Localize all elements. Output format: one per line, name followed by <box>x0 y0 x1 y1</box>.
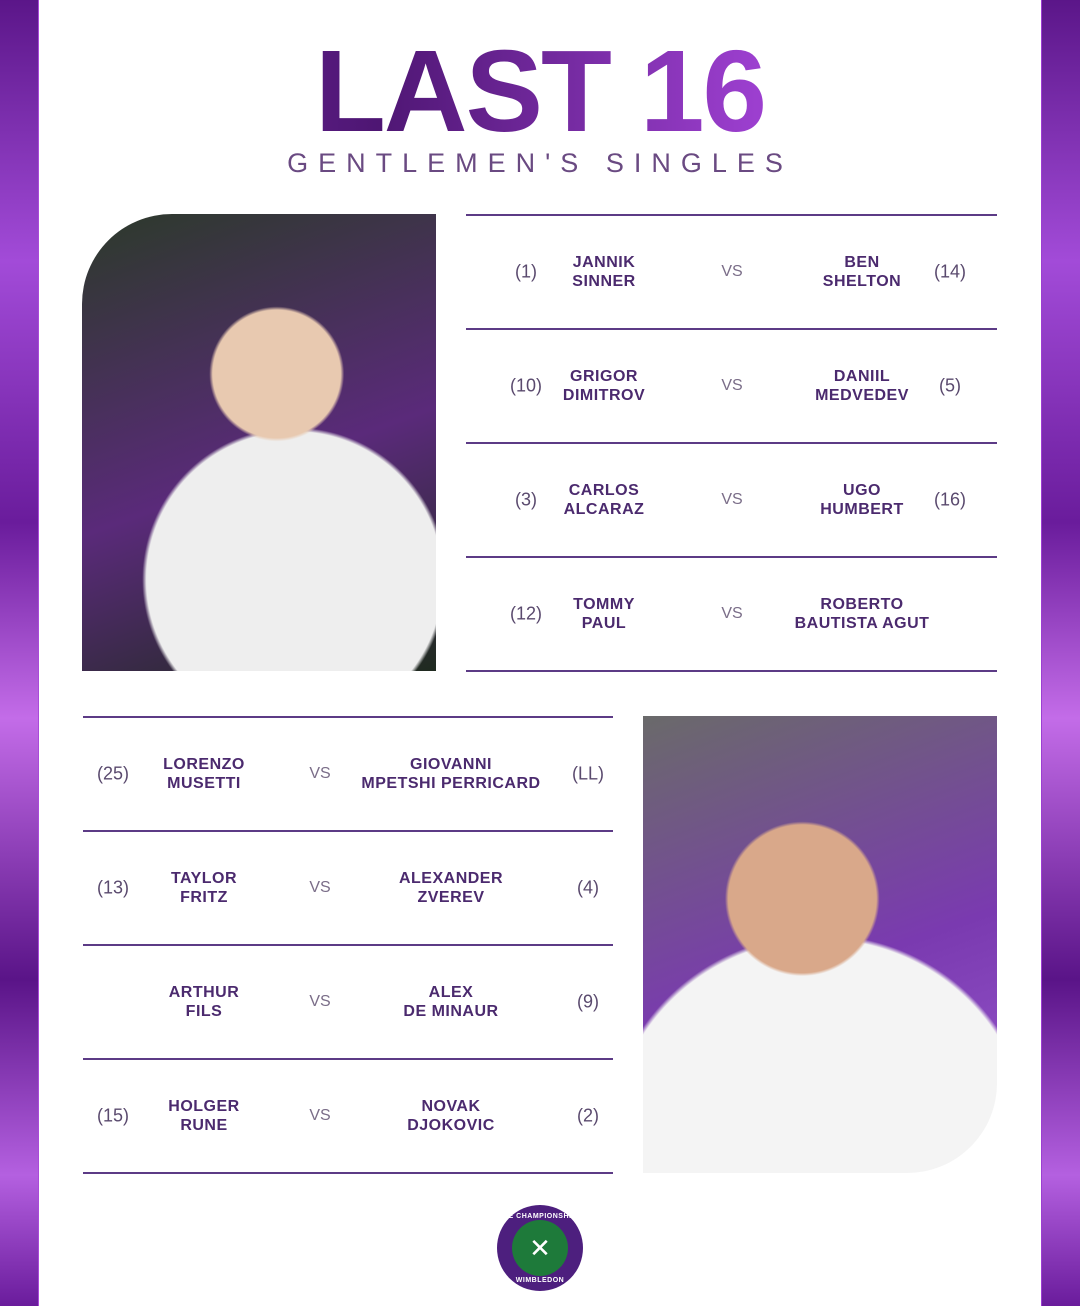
row-divider <box>466 442 997 444</box>
seed-left: (15) <box>96 1105 130 1126</box>
player-photo-sinner <box>82 214 436 671</box>
player-name-line: DE MINAUR <box>403 1003 499 1020</box>
logo-top-text: THE CHAMPIONSHIPS <box>498 1213 582 1220</box>
player-name-line: DANIIL <box>833 368 891 385</box>
vs-label: VS <box>309 879 331 896</box>
player-name-line: DJOKOVIC <box>407 1117 495 1134</box>
player-left <box>171 869 237 907</box>
row-divider <box>466 670 997 672</box>
player-photo-djokovic <box>643 716 997 1173</box>
player-name-line: ZVEREV <box>417 889 485 906</box>
player-left <box>572 253 635 291</box>
player-name-line: ARTHUR <box>168 984 240 1001</box>
player-right <box>403 983 498 1021</box>
player-name-line: LORENZO <box>163 756 245 773</box>
player-name-line: MEDVEDEV <box>815 387 909 404</box>
player-name-line: UGO <box>843 482 881 499</box>
player-name-line: PAUL <box>581 615 627 632</box>
player-left <box>573 595 635 633</box>
seed-right: (2) <box>577 1105 599 1126</box>
player-name-line: SINNER <box>572 273 636 290</box>
vs-label: VS <box>721 263 743 280</box>
row-divider <box>466 214 997 216</box>
row-divider <box>83 830 613 832</box>
left-border <box>0 0 38 1306</box>
seed-left: (13) <box>96 877 130 898</box>
player-name-line: GRIGOR <box>570 368 638 385</box>
player-right <box>820 481 904 519</box>
seed-left: (10) <box>509 375 543 396</box>
seed-right: (16) <box>933 489 967 510</box>
player-name-line: FRITZ <box>180 889 228 906</box>
row-divider <box>466 556 997 558</box>
row-divider <box>83 944 613 946</box>
seed-left: (3) <box>515 489 537 510</box>
player-left <box>563 367 645 405</box>
player-name-line: ALCARAZ <box>563 501 645 518</box>
crossed-rackets-icon: ✕ <box>512 1220 568 1276</box>
player-name-line: BEN <box>844 254 880 271</box>
seed-right: (LL) <box>571 763 605 784</box>
player-right <box>795 595 930 633</box>
row-divider <box>83 1058 613 1060</box>
player-name-line: TOMMY <box>573 596 635 613</box>
player-name-line: BAUTISTA AGUT <box>794 615 930 632</box>
seed-left: (1) <box>515 261 537 282</box>
player-name-line: GIOVANNI <box>410 756 492 773</box>
player-name-line: NOVAK <box>421 1098 481 1115</box>
vs-label: VS <box>721 491 743 508</box>
player-left <box>564 481 645 519</box>
player-name-line: HOLGER <box>168 1098 240 1115</box>
seed-right: (14) <box>933 261 967 282</box>
player-name-line: MUSETTI <box>167 775 241 792</box>
row-divider <box>83 1172 613 1174</box>
seed-left: (25) <box>96 763 130 784</box>
player-name-line: RUNE <box>180 1117 228 1134</box>
vs-label: VS <box>721 605 743 622</box>
seed-right: (9) <box>577 991 599 1012</box>
logo-bottom-text: WIMBLEDON <box>515 1277 565 1284</box>
player-name-line: CARLOS <box>568 482 640 499</box>
player-name-line: JANNIK <box>572 254 636 271</box>
seed-right: (5) <box>939 375 961 396</box>
page-subtitle: GENTLEMEN'S SINGLES <box>287 148 793 178</box>
player-name-line: HUMBERT <box>820 501 904 518</box>
bottom-matches-table <box>83 716 613 1176</box>
vs-label: VS <box>309 993 331 1010</box>
player-right <box>399 869 503 907</box>
player-right <box>407 1097 495 1135</box>
row-divider <box>466 328 997 330</box>
top-matches-table <box>466 214 997 674</box>
player-name-line: SHELTON <box>822 273 902 290</box>
vs-label: VS <box>309 1107 331 1124</box>
player-right <box>823 253 901 291</box>
player-name-line: ALEX <box>428 984 474 1001</box>
player-name-line: FILS <box>185 1003 223 1020</box>
vs-label: VS <box>721 377 743 394</box>
player-name-line: ALEXANDER <box>398 870 504 887</box>
player-left <box>169 983 240 1021</box>
player-right <box>815 367 909 405</box>
row-divider <box>83 716 613 718</box>
seed-left: (12) <box>509 603 543 624</box>
player-left <box>163 755 245 793</box>
page-title: LAST 16 <box>0 36 1080 146</box>
wimbledon-logo <box>497 1205 583 1291</box>
seed-right: (4) <box>577 877 599 898</box>
player-name-line: TAYLOR <box>170 870 238 887</box>
player-name-line: DIMITROV <box>562 387 646 404</box>
player-name-line: MPETSHI PERRICARD <box>361 775 541 792</box>
vs-label: VS <box>309 765 331 782</box>
player-left <box>168 1097 239 1135</box>
player-name-line: ROBERTO <box>820 596 904 613</box>
player-right <box>361 755 540 793</box>
right-border <box>1042 0 1080 1306</box>
